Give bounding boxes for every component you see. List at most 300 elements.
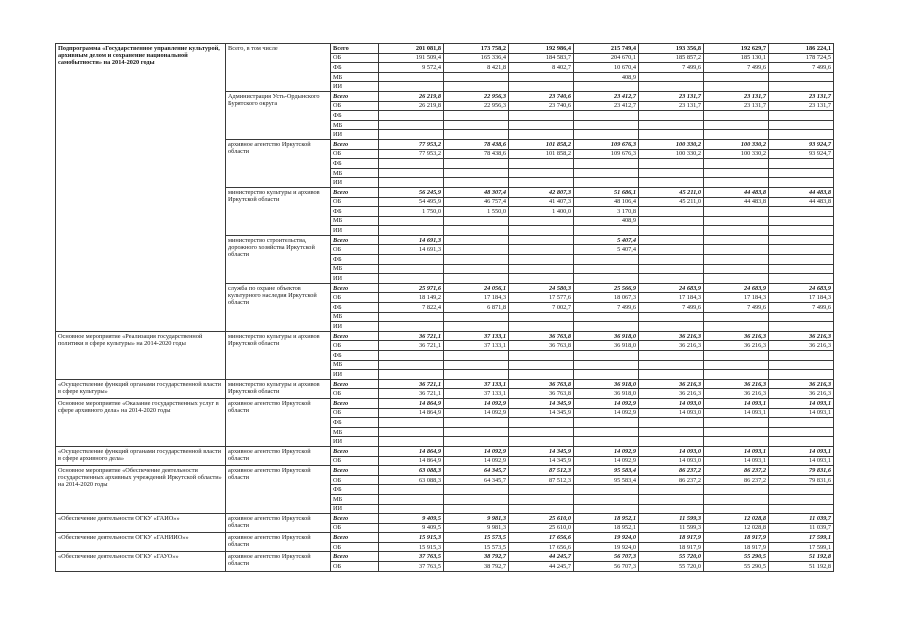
value-cell bbox=[639, 504, 704, 514]
value-cell bbox=[704, 82, 769, 92]
value-cell bbox=[769, 418, 834, 428]
value-cell bbox=[769, 245, 834, 255]
value-cell bbox=[574, 226, 639, 236]
funding-source: Всего bbox=[331, 398, 379, 408]
value-cell bbox=[639, 120, 704, 130]
value-cell bbox=[379, 82, 444, 92]
funding-source: ФБ bbox=[331, 351, 379, 361]
value-cell bbox=[769, 312, 834, 322]
value-cell bbox=[769, 255, 834, 265]
value-cell bbox=[769, 216, 834, 226]
value-cell: 15 573,5 bbox=[444, 542, 509, 552]
funding-source: ФБ bbox=[331, 485, 379, 495]
value-cell: 7 499,6 bbox=[574, 303, 639, 313]
funding-source: МБ bbox=[331, 360, 379, 370]
value-cell: 86 237,2 bbox=[639, 466, 704, 476]
value-cell: 17 184,3 bbox=[704, 293, 769, 303]
value-cell bbox=[379, 159, 444, 169]
value-cell bbox=[704, 168, 769, 178]
value-cell bbox=[574, 120, 639, 130]
executor-name: архивное агентство Иркутской области bbox=[226, 398, 331, 446]
value-cell: 36 763,8 bbox=[509, 389, 574, 399]
value-cell bbox=[639, 322, 704, 332]
value-cell: 64 345,7 bbox=[444, 475, 509, 485]
value-cell: 14 093,0 bbox=[639, 446, 704, 456]
table-row bbox=[56, 552, 834, 562]
value-cell bbox=[769, 360, 834, 370]
value-cell bbox=[574, 322, 639, 332]
funding-source: ОБ bbox=[331, 389, 379, 399]
value-cell bbox=[379, 370, 444, 380]
value-cell: 36 721,1 bbox=[379, 379, 444, 389]
funding-source: Всего bbox=[331, 91, 379, 101]
funding-source: ФБ bbox=[331, 207, 379, 217]
value-cell bbox=[574, 437, 639, 447]
value-cell: 23 131,7 bbox=[704, 91, 769, 101]
value-cell bbox=[509, 245, 574, 255]
value-cell bbox=[704, 72, 769, 82]
value-cell bbox=[379, 120, 444, 130]
value-cell: 86 237,2 bbox=[704, 475, 769, 485]
funding-source: ФБ bbox=[331, 418, 379, 428]
funding-source: ОБ bbox=[331, 562, 379, 572]
value-cell: 15 915,3 bbox=[379, 542, 444, 552]
value-cell: 18 067,3 bbox=[574, 293, 639, 303]
value-cell: 87 512,3 bbox=[509, 466, 574, 476]
value-cell: 14 092,9 bbox=[574, 408, 639, 418]
value-cell bbox=[574, 351, 639, 361]
value-cell bbox=[444, 351, 509, 361]
value-cell: 36 918,0 bbox=[574, 341, 639, 351]
funding-source: ОБ bbox=[331, 53, 379, 63]
funding-source: ИИ bbox=[331, 370, 379, 380]
value-cell bbox=[574, 111, 639, 121]
value-cell bbox=[704, 370, 769, 380]
value-cell bbox=[704, 351, 769, 361]
executor-name: архивное агентство Иркутской области bbox=[226, 466, 331, 514]
value-cell bbox=[704, 274, 769, 284]
value-cell: 17 599,1 bbox=[769, 533, 834, 543]
value-cell: 22 956,3 bbox=[444, 101, 509, 111]
value-cell bbox=[704, 427, 769, 437]
value-cell: 17 656,6 bbox=[509, 542, 574, 552]
value-cell bbox=[509, 72, 574, 82]
value-cell bbox=[444, 120, 509, 130]
value-cell bbox=[639, 82, 704, 92]
value-cell bbox=[379, 427, 444, 437]
value-cell: 36 216,3 bbox=[639, 379, 704, 389]
value-cell: 38 792,7 bbox=[444, 552, 509, 562]
executor-name: министерство культуры и архивов Иркутской области bbox=[226, 187, 331, 235]
value-cell: 9 409,5 bbox=[379, 514, 444, 524]
funding-source: ОБ bbox=[331, 197, 379, 207]
value-cell: 37 763,5 bbox=[379, 562, 444, 572]
value-cell: 9 981,3 bbox=[444, 523, 509, 533]
value-cell: 36 918,0 bbox=[574, 389, 639, 399]
value-cell: 101 858,2 bbox=[509, 139, 574, 149]
value-cell: 25 610,0 bbox=[509, 514, 574, 524]
value-cell: 23 131,7 bbox=[639, 91, 704, 101]
value-cell: 36 216,3 bbox=[639, 389, 704, 399]
value-cell bbox=[444, 504, 509, 514]
table-row bbox=[56, 514, 834, 524]
value-cell: 19 924,0 bbox=[574, 542, 639, 552]
value-cell: 408,9 bbox=[574, 216, 639, 226]
value-cell: 23 131,7 bbox=[639, 101, 704, 111]
section-name: Подпрограмма «Государственное управление культурой, архивным делом и сохранение национальной самобытности» на 2014-2020 годы bbox=[56, 44, 226, 332]
value-cell: 14 864,9 bbox=[379, 408, 444, 418]
value-cell bbox=[769, 226, 834, 236]
value-cell: 5 407,4 bbox=[574, 235, 639, 245]
value-cell: 14 092,9 bbox=[444, 446, 509, 456]
value-cell: 51 686,1 bbox=[574, 187, 639, 197]
value-cell bbox=[574, 418, 639, 428]
value-cell bbox=[379, 255, 444, 265]
funding-source: ИИ bbox=[331, 322, 379, 332]
value-cell bbox=[704, 226, 769, 236]
value-cell: 14 093,1 bbox=[769, 446, 834, 456]
value-cell: 17 184,3 bbox=[639, 293, 704, 303]
value-cell: 64 345,7 bbox=[444, 466, 509, 476]
value-cell: 204 670,1 bbox=[574, 53, 639, 63]
value-cell bbox=[444, 312, 509, 322]
value-cell bbox=[639, 255, 704, 265]
value-cell bbox=[639, 226, 704, 236]
value-cell: 14 093,1 bbox=[704, 398, 769, 408]
value-cell bbox=[444, 178, 509, 188]
value-cell bbox=[509, 370, 574, 380]
value-cell: 173 758,2 bbox=[444, 44, 509, 54]
table-row bbox=[56, 44, 834, 54]
value-cell bbox=[509, 264, 574, 274]
funding-source: ИИ bbox=[331, 82, 379, 92]
value-cell: 22 956,3 bbox=[444, 91, 509, 101]
value-cell: 14 092,9 bbox=[574, 456, 639, 466]
funding-source: ОБ bbox=[331, 523, 379, 533]
value-cell: 7 499,6 bbox=[769, 63, 834, 73]
value-cell bbox=[639, 207, 704, 217]
funding-source: Всего bbox=[331, 187, 379, 197]
value-cell: 14 093,1 bbox=[769, 408, 834, 418]
funding-source: МБ bbox=[331, 120, 379, 130]
value-cell bbox=[379, 504, 444, 514]
value-cell bbox=[509, 437, 574, 447]
value-cell: 23 740,6 bbox=[509, 91, 574, 101]
value-cell: 36 216,3 bbox=[769, 389, 834, 399]
value-cell: 1 400,0 bbox=[509, 207, 574, 217]
value-cell bbox=[769, 168, 834, 178]
section-name: Основное мероприятие «Реализация государственной политики в сфере культуры» на 2014-2020 годы bbox=[56, 331, 226, 379]
value-cell: 54 495,9 bbox=[379, 197, 444, 207]
value-cell: 3 170,8 bbox=[574, 207, 639, 217]
funding-source: ОБ bbox=[331, 456, 379, 466]
value-cell: 23 412,7 bbox=[574, 101, 639, 111]
value-cell bbox=[379, 130, 444, 140]
value-cell bbox=[509, 351, 574, 361]
funding-source: Всего bbox=[331, 331, 379, 341]
value-cell bbox=[444, 494, 509, 504]
value-cell bbox=[704, 504, 769, 514]
value-cell: 1 550,0 bbox=[444, 207, 509, 217]
value-cell: 95 583,4 bbox=[574, 475, 639, 485]
value-cell bbox=[379, 360, 444, 370]
value-cell bbox=[574, 82, 639, 92]
value-cell bbox=[639, 427, 704, 437]
value-cell bbox=[769, 72, 834, 82]
value-cell: 186 224,1 bbox=[769, 44, 834, 54]
value-cell bbox=[639, 370, 704, 380]
value-cell: 14 093,0 bbox=[639, 398, 704, 408]
value-cell: 201 081,8 bbox=[379, 44, 444, 54]
value-cell: 192 629,7 bbox=[704, 44, 769, 54]
value-cell: 63 088,3 bbox=[379, 475, 444, 485]
funding-source: ОБ bbox=[331, 245, 379, 255]
value-cell bbox=[639, 360, 704, 370]
value-cell: 37 133,1 bbox=[444, 341, 509, 351]
value-cell: 18 952,1 bbox=[574, 523, 639, 533]
funding-source: ОБ bbox=[331, 293, 379, 303]
table-row bbox=[56, 466, 834, 476]
value-cell: 100 330,2 bbox=[639, 139, 704, 149]
value-cell bbox=[444, 485, 509, 495]
value-cell bbox=[444, 427, 509, 437]
funding-source: ИИ bbox=[331, 504, 379, 514]
value-cell bbox=[444, 159, 509, 169]
value-cell: 178 724,5 bbox=[769, 53, 834, 63]
value-cell: 36 216,3 bbox=[704, 331, 769, 341]
executor-name: архивное агентство Иркутской области bbox=[226, 139, 331, 187]
section-name: «Обеспечение деятельности ОГКУ «ГАНИИО»» bbox=[56, 533, 226, 552]
value-cell bbox=[509, 120, 574, 130]
value-cell: 8 402,7 bbox=[509, 63, 574, 73]
value-cell: 44 245,7 bbox=[509, 552, 574, 562]
funding-source: ИИ bbox=[331, 130, 379, 140]
value-cell: 78 438,6 bbox=[444, 139, 509, 149]
value-cell: 100 330,2 bbox=[704, 139, 769, 149]
value-cell: 14 092,9 bbox=[444, 398, 509, 408]
value-cell bbox=[769, 82, 834, 92]
value-cell bbox=[379, 485, 444, 495]
value-cell: 18 952,1 bbox=[574, 514, 639, 524]
value-cell: 7 499,6 bbox=[769, 303, 834, 313]
executor-name: министерство культуры и архивов Иркутской области bbox=[226, 331, 331, 379]
value-cell bbox=[704, 494, 769, 504]
value-cell bbox=[509, 312, 574, 322]
section-name: «Обеспечение деятельности ОГКУ «ГАИО»» bbox=[56, 514, 226, 533]
budget-table-body bbox=[56, 44, 834, 572]
value-cell: 7 002,7 bbox=[509, 303, 574, 313]
funding-source: ОБ bbox=[331, 542, 379, 552]
value-cell bbox=[769, 351, 834, 361]
value-cell bbox=[574, 360, 639, 370]
value-cell bbox=[444, 82, 509, 92]
value-cell bbox=[509, 255, 574, 265]
value-cell: 12 028,8 bbox=[704, 514, 769, 524]
value-cell: 24 683,9 bbox=[704, 283, 769, 293]
funding-source: ФБ bbox=[331, 303, 379, 313]
value-cell: 5 407,4 bbox=[574, 245, 639, 255]
value-cell bbox=[509, 178, 574, 188]
value-cell: 19 924,0 bbox=[574, 533, 639, 543]
value-cell: 17 577,6 bbox=[509, 293, 574, 303]
value-cell bbox=[704, 111, 769, 121]
value-cell bbox=[509, 235, 574, 245]
funding-source: Всего bbox=[331, 379, 379, 389]
value-cell: 86 237,2 bbox=[639, 475, 704, 485]
value-cell bbox=[444, 168, 509, 178]
value-cell bbox=[639, 72, 704, 82]
value-cell bbox=[379, 437, 444, 447]
value-cell: 9 981,3 bbox=[444, 514, 509, 524]
value-cell bbox=[704, 235, 769, 245]
value-cell: 14 345,9 bbox=[509, 408, 574, 418]
value-cell: 24 580,3 bbox=[509, 283, 574, 293]
value-cell: 109 676,3 bbox=[574, 139, 639, 149]
funding-source: ФБ bbox=[331, 111, 379, 121]
value-cell: 36 918,0 bbox=[574, 331, 639, 341]
table-row bbox=[56, 398, 834, 408]
value-cell bbox=[444, 111, 509, 121]
value-cell bbox=[704, 159, 769, 169]
value-cell: 11 039,7 bbox=[769, 523, 834, 533]
value-cell bbox=[444, 226, 509, 236]
value-cell bbox=[704, 130, 769, 140]
value-cell bbox=[639, 245, 704, 255]
value-cell bbox=[444, 264, 509, 274]
value-cell: 55 290,5 bbox=[704, 552, 769, 562]
value-cell bbox=[574, 274, 639, 284]
value-cell: 42 807,3 bbox=[509, 187, 574, 197]
value-cell: 37 133,1 bbox=[444, 379, 509, 389]
value-cell bbox=[704, 418, 769, 428]
value-cell: 87 512,3 bbox=[509, 475, 574, 485]
table-row bbox=[56, 331, 834, 341]
value-cell: 51 192,8 bbox=[769, 562, 834, 572]
value-cell bbox=[574, 494, 639, 504]
funding-source: Всего bbox=[331, 44, 379, 54]
value-cell: 44 483,8 bbox=[769, 187, 834, 197]
value-cell: 56 245,9 bbox=[379, 187, 444, 197]
value-cell bbox=[444, 274, 509, 284]
value-cell bbox=[769, 494, 834, 504]
value-cell: 24 056,1 bbox=[444, 283, 509, 293]
value-cell bbox=[639, 494, 704, 504]
value-cell: 78 438,6 bbox=[444, 149, 509, 159]
value-cell bbox=[509, 111, 574, 121]
funding-source: Всего bbox=[331, 139, 379, 149]
value-cell: 185 857,2 bbox=[639, 53, 704, 63]
value-cell: 12 028,8 bbox=[704, 523, 769, 533]
value-cell bbox=[379, 216, 444, 226]
value-cell bbox=[509, 494, 574, 504]
value-cell bbox=[509, 216, 574, 226]
funding-source: МБ bbox=[331, 312, 379, 322]
budget-table bbox=[55, 43, 834, 572]
value-cell bbox=[574, 255, 639, 265]
value-cell: 14 093,1 bbox=[769, 398, 834, 408]
value-cell: 10 670,4 bbox=[574, 63, 639, 73]
value-cell: 17 184,3 bbox=[769, 293, 834, 303]
value-cell: 18 149,2 bbox=[379, 293, 444, 303]
value-cell bbox=[704, 216, 769, 226]
value-cell bbox=[704, 437, 769, 447]
value-cell bbox=[444, 418, 509, 428]
value-cell: 77 953,2 bbox=[379, 139, 444, 149]
value-cell: 36 216,3 bbox=[639, 331, 704, 341]
funding-source: ОБ bbox=[331, 341, 379, 351]
value-cell bbox=[574, 178, 639, 188]
value-cell bbox=[379, 274, 444, 284]
section-name: Основное мероприятие «Оказание государственных услуг в сфере архивного дела» на 2014-2020 годы bbox=[56, 398, 226, 446]
executor-name: служба по охране объектов культурного наследия Иркутской области bbox=[226, 283, 331, 331]
funding-source: ОБ bbox=[331, 149, 379, 159]
value-cell: 14 093,1 bbox=[769, 456, 834, 466]
value-cell bbox=[639, 351, 704, 361]
value-cell bbox=[704, 312, 769, 322]
value-cell bbox=[769, 159, 834, 169]
value-cell: 17 599,1 bbox=[769, 542, 834, 552]
value-cell: 95 583,4 bbox=[574, 466, 639, 476]
value-cell bbox=[509, 485, 574, 495]
value-cell bbox=[509, 168, 574, 178]
value-cell bbox=[574, 370, 639, 380]
section-name: «Осуществление функций органами государственной власти в сфере культуры» bbox=[56, 379, 226, 398]
section-name: Основное мероприятие «Обеспечение деятельности государственных архивных учреждений Иркутской области» на 2014-2020 годы bbox=[56, 466, 226, 514]
value-cell bbox=[574, 130, 639, 140]
value-cell bbox=[639, 235, 704, 245]
value-cell bbox=[769, 130, 834, 140]
value-cell: 184 583,7 bbox=[509, 53, 574, 63]
value-cell: 56 707,3 bbox=[574, 562, 639, 572]
value-cell: 14 864,9 bbox=[379, 446, 444, 456]
value-cell: 14 092,9 bbox=[444, 408, 509, 418]
value-cell bbox=[574, 427, 639, 437]
value-cell bbox=[704, 245, 769, 255]
value-cell: 36 721,1 bbox=[379, 389, 444, 399]
value-cell bbox=[704, 322, 769, 332]
value-cell: 36 763,8 bbox=[509, 341, 574, 351]
value-cell: 44 245,7 bbox=[509, 562, 574, 572]
value-cell bbox=[379, 351, 444, 361]
value-cell: 25 610,0 bbox=[509, 523, 574, 533]
executor-name: Администрация Усть-Ордынского Бурятского округа bbox=[226, 91, 331, 139]
funding-source: МБ bbox=[331, 72, 379, 82]
value-cell: 8 421,8 bbox=[444, 63, 509, 73]
value-cell bbox=[509, 130, 574, 140]
section-name: «Осуществление функций органами государственной власти в сфере архивного дела» bbox=[56, 446, 226, 465]
value-cell bbox=[769, 504, 834, 514]
value-cell: 55 720,0 bbox=[639, 552, 704, 562]
value-cell: 15 915,3 bbox=[379, 533, 444, 543]
executor-name: Всего, в том числе bbox=[226, 44, 331, 92]
value-cell: 7 499,6 bbox=[704, 63, 769, 73]
value-cell: 23 131,7 bbox=[769, 101, 834, 111]
value-cell: 11 599,3 bbox=[639, 514, 704, 524]
value-cell bbox=[639, 178, 704, 188]
value-cell: 18 917,9 bbox=[639, 533, 704, 543]
value-cell bbox=[769, 207, 834, 217]
value-cell: 36 721,1 bbox=[379, 331, 444, 341]
value-cell bbox=[509, 226, 574, 236]
funding-source: ФБ bbox=[331, 255, 379, 265]
funding-source: МБ bbox=[331, 427, 379, 437]
funding-source: МБ bbox=[331, 264, 379, 274]
funding-source: Всего bbox=[331, 283, 379, 293]
value-cell: 1 750,0 bbox=[379, 207, 444, 217]
value-cell bbox=[574, 264, 639, 274]
value-cell bbox=[379, 226, 444, 236]
value-cell: 38 792,7 bbox=[444, 562, 509, 572]
